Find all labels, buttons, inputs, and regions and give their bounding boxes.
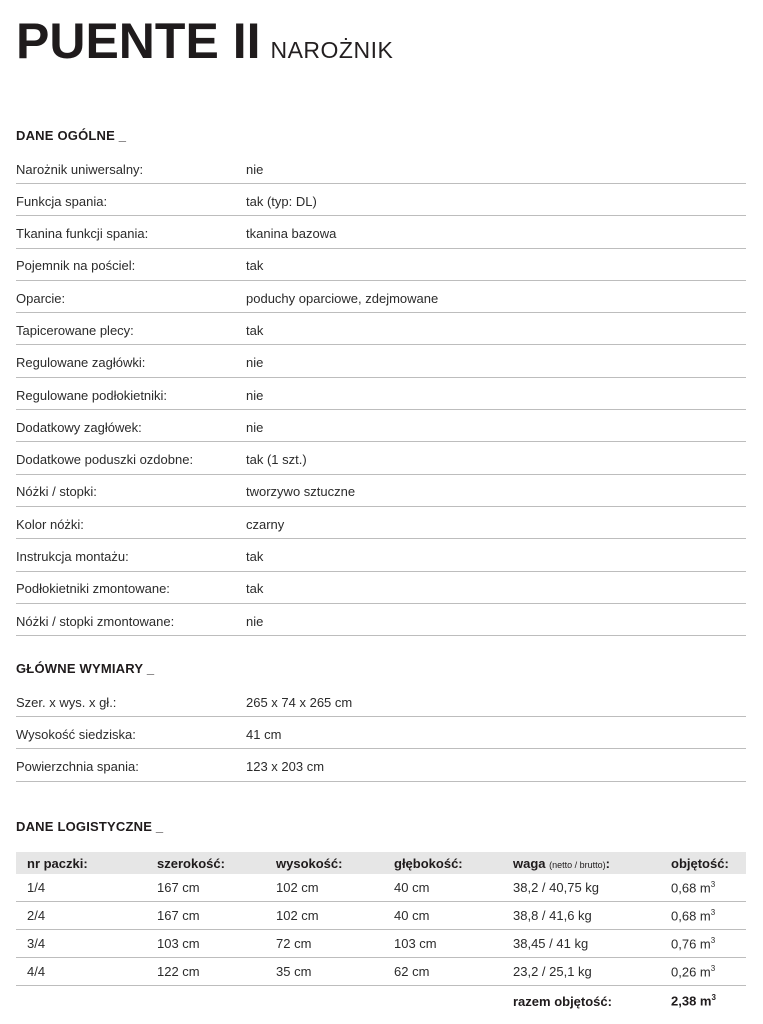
cell-width: 103 cm (157, 930, 276, 958)
general-list (16, 153, 746, 637)
table-row (16, 718, 746, 749)
cell-height: 35 cm (276, 958, 394, 986)
row-value: czarny (246, 516, 285, 532)
table-row (16, 185, 746, 216)
row-value: tkanina bazowa (246, 226, 337, 242)
table-header-row (16, 852, 746, 874)
cell-nr: 4/4 (16, 958, 157, 986)
dimensions-list (16, 686, 746, 783)
cell-nr: 2/4 (16, 902, 157, 930)
row-value: poduchy oparciowe, zdejmowane (246, 290, 439, 306)
cell-weight: 23,2 / 25,1 kg (513, 958, 671, 986)
cell-depth: 40 cm (394, 874, 513, 902)
row-label: Dodatkowy zagłówek: (16, 419, 142, 435)
table-row (16, 347, 746, 378)
logistics-table (16, 852, 746, 1016)
row-value: nie (246, 387, 264, 403)
row-label: Tapicerowane plecy: (16, 322, 134, 338)
table-row (16, 573, 746, 604)
row-value: nie (246, 355, 264, 371)
header-width: szerokość: (157, 852, 276, 874)
row-value: 123 x 203 cm (246, 759, 325, 775)
cell-depth: 40 cm (394, 902, 513, 930)
table-row (16, 250, 746, 281)
table-row (16, 958, 746, 986)
table-row (16, 508, 746, 539)
header-volume: objętość: (671, 852, 746, 874)
product-type: NAROŻNIK (270, 37, 394, 63)
table-row (16, 902, 746, 930)
row-value: nie (246, 161, 264, 177)
table-row (16, 476, 746, 507)
cell-depth: 103 cm (394, 930, 513, 958)
row-label: Nóżki / stopki zmontowane: (16, 613, 175, 629)
row-value: tak (246, 581, 264, 597)
row-value: tak (1 szt.) (246, 452, 307, 468)
cell-volume: 0,26 $m^3$ (671, 958, 746, 986)
row-label: Oparcie: (16, 290, 66, 306)
table-row (16, 411, 746, 442)
row-label: Nóżki / stopki: (16, 484, 97, 500)
table-row (16, 605, 746, 636)
row-value: tak (246, 549, 264, 565)
table-row (16, 218, 746, 249)
page-title (16, 12, 393, 70)
cell-volume: 0,76 $m^3$ (671, 930, 746, 958)
row-label: Szer. x wys. x gł.: (16, 694, 117, 710)
row-label: Regulowane zagłówki: (16, 355, 146, 371)
cell-weight: 38,8 / 41,6 kg (513, 902, 671, 930)
row-value: tak (246, 322, 264, 338)
row-value: 41 cm (246, 726, 282, 742)
row-label: Funkcja spania: (16, 193, 108, 209)
header-depth: głębokość: (394, 852, 513, 874)
header-height: wysokość: (276, 852, 394, 874)
header-weight: waga (netto / brutto): (513, 852, 671, 874)
cell-weight: 38,2 / 40,75 kg (513, 874, 671, 902)
dimensions-heading: GŁÓWNE WYMIARY _ (16, 661, 155, 676)
cell-width: 122 cm (157, 958, 276, 986)
cell-height: 102 cm (276, 902, 394, 930)
cell-weight: 38,45 / 41 kg (513, 930, 671, 958)
table-row (16, 541, 746, 572)
table-row (16, 282, 746, 313)
row-label: Kolor nóżki: (16, 516, 84, 532)
table-row (16, 314, 746, 345)
cell-nr: 3/4 (16, 930, 157, 958)
table-row (16, 379, 746, 410)
logistics-heading: DANE LOGISTYCZNE _ (16, 819, 164, 834)
row-value: 265 x 74 x 265 cm (246, 694, 353, 710)
cell-height: 72 cm (276, 930, 394, 958)
table-row (16, 153, 746, 184)
row-label: Tkanina funkcji spania: (16, 226, 149, 242)
cell-height: 102 cm (276, 874, 394, 902)
row-label: Dodatkowe poduszki ozdobne: (16, 452, 194, 468)
total-label: razem objętość: (513, 993, 612, 1009)
row-label: Narożnik uniwersalny: (16, 161, 144, 177)
row-label: Regulowane podłokietniki: (16, 387, 168, 403)
row-label: Podłokietniki zmontowane: (16, 581, 170, 597)
total-row (16, 986, 746, 1017)
row-label: Instrukcja montażu: (16, 549, 129, 565)
cell-volume: 0,68 $m^3$ (671, 874, 746, 902)
row-value: tak (246, 258, 264, 274)
cell-nr: 1/4 (16, 874, 157, 902)
product-name: PUENTE II (16, 13, 261, 69)
table-row (16, 751, 746, 782)
table-row (16, 930, 746, 958)
cell-width: 167 cm (157, 874, 276, 902)
table-row (16, 686, 746, 717)
row-label: Powierzchnia spania: (16, 759, 139, 775)
row-label: Wysokość siedziska: (16, 726, 136, 742)
row-value: nie (246, 613, 264, 629)
row-value: tak (typ: DL) (246, 193, 317, 209)
total-value: 2,38 $m^3$ (671, 993, 716, 1009)
row-value: nie (246, 419, 264, 435)
header-nr: nr paczki: (16, 852, 157, 874)
cell-volume: 0,68 $m^3$ (671, 902, 746, 930)
general-heading: DANE OGÓLNE _ (16, 128, 127, 143)
row-label: Pojemnik na pościel: (16, 258, 136, 274)
table-row (16, 874, 746, 902)
cell-width: 167 cm (157, 902, 276, 930)
row-value: tworzywo sztuczne (246, 484, 356, 500)
table-row (16, 444, 746, 475)
cell-depth: 62 cm (394, 958, 513, 986)
